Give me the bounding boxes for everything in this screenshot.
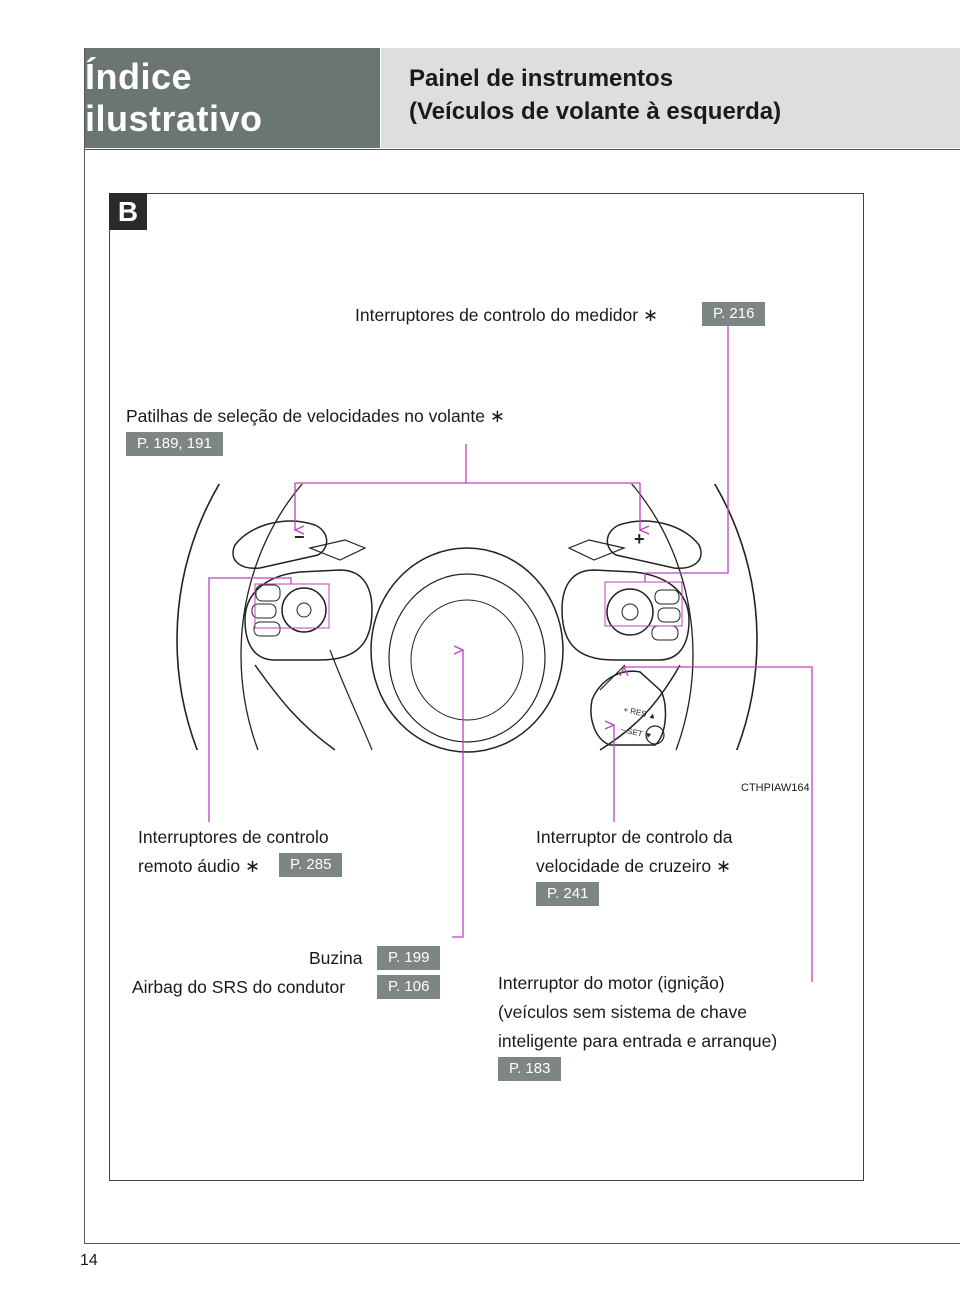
asterisk-icon: ∗: [715, 856, 732, 876]
section-badge: B: [109, 193, 147, 230]
meter-switches-page-ref[interactable]: P. 216: [702, 302, 765, 326]
audio-control-pad: [282, 588, 326, 632]
callout-cruise-control: [536, 823, 733, 881]
audio-switches-page-ref[interactable]: P. 285: [279, 853, 342, 877]
left-lower-spoke: [255, 665, 335, 750]
callout-engine-switch: [498, 969, 777, 1056]
asterisk-icon: ∗: [489, 406, 505, 426]
paddle-minus-label: −: [294, 527, 305, 547]
horn-label: Buzina: [309, 948, 363, 968]
cruise-control-page-ref[interactable]: P. 241: [536, 882, 599, 906]
paddle-shifters-page-ref[interactable]: P. 189, 191: [126, 432, 223, 456]
paddle-shifters-label: Patilhas de seleção de velocidades no volante: [126, 406, 485, 426]
emblem-area: [411, 600, 523, 720]
leader-horn: [452, 650, 463, 937]
lever-set-label: − SET ▼: [619, 725, 654, 741]
horn-page-ref[interactable]: P. 199: [377, 946, 440, 970]
engine-switch-label-line-1: Interruptor do motor (ignição): [498, 973, 725, 993]
airbag-hub: [371, 548, 563, 752]
page-title-line-2: (Veículos de volante à esquerda): [409, 98, 782, 125]
cruise-control-label-line-2: velocidade de cruzeiro: [536, 856, 712, 876]
leader-meter-switches: [645, 326, 728, 582]
section-title: Índice ilustrativo: [85, 48, 380, 148]
page-number: 14: [80, 1252, 98, 1269]
right-paddle: [607, 521, 701, 568]
lever-res-label: + RES ▲: [622, 705, 658, 721]
callout-meter-switches: [355, 301, 658, 330]
audio-switches-label-line-2: remoto áudio: [138, 856, 241, 876]
meter-control-pad: [607, 589, 653, 635]
engine-switch-page-ref[interactable]: P. 183: [498, 1057, 561, 1081]
airbag-cover: [389, 574, 545, 742]
driver-airbag-label: Airbag do SRS do condutor: [132, 977, 346, 997]
engine-switch-label-line-2: (veículos sem sistema de chave: [498, 1002, 747, 1022]
audio-switches-label-line-1: Interruptores de controlo: [138, 827, 329, 847]
callout-paddle-shifters: [126, 402, 505, 431]
left-paddle: [233, 521, 327, 568]
driver-airbag-page-ref[interactable]: P. 106: [377, 975, 440, 999]
paddle-plus-label: +: [634, 529, 645, 549]
figure-code: CTHPIAW164: [741, 782, 810, 794]
engine-switch-label-line-3: inteligente para entrada e arranque): [498, 1031, 778, 1051]
meter-switches-label: Interruptores de controlo do medidor: [355, 305, 639, 325]
asterisk-icon: ∗: [642, 305, 659, 325]
page-title-line-1: Painel de instrumentos: [409, 65, 674, 92]
right-spoke: [562, 570, 689, 660]
cruise-control-label-line-1: Interruptor de controlo da: [536, 827, 733, 847]
asterisk-icon: ∗: [245, 856, 261, 876]
leader-audio-switches: [209, 578, 291, 822]
